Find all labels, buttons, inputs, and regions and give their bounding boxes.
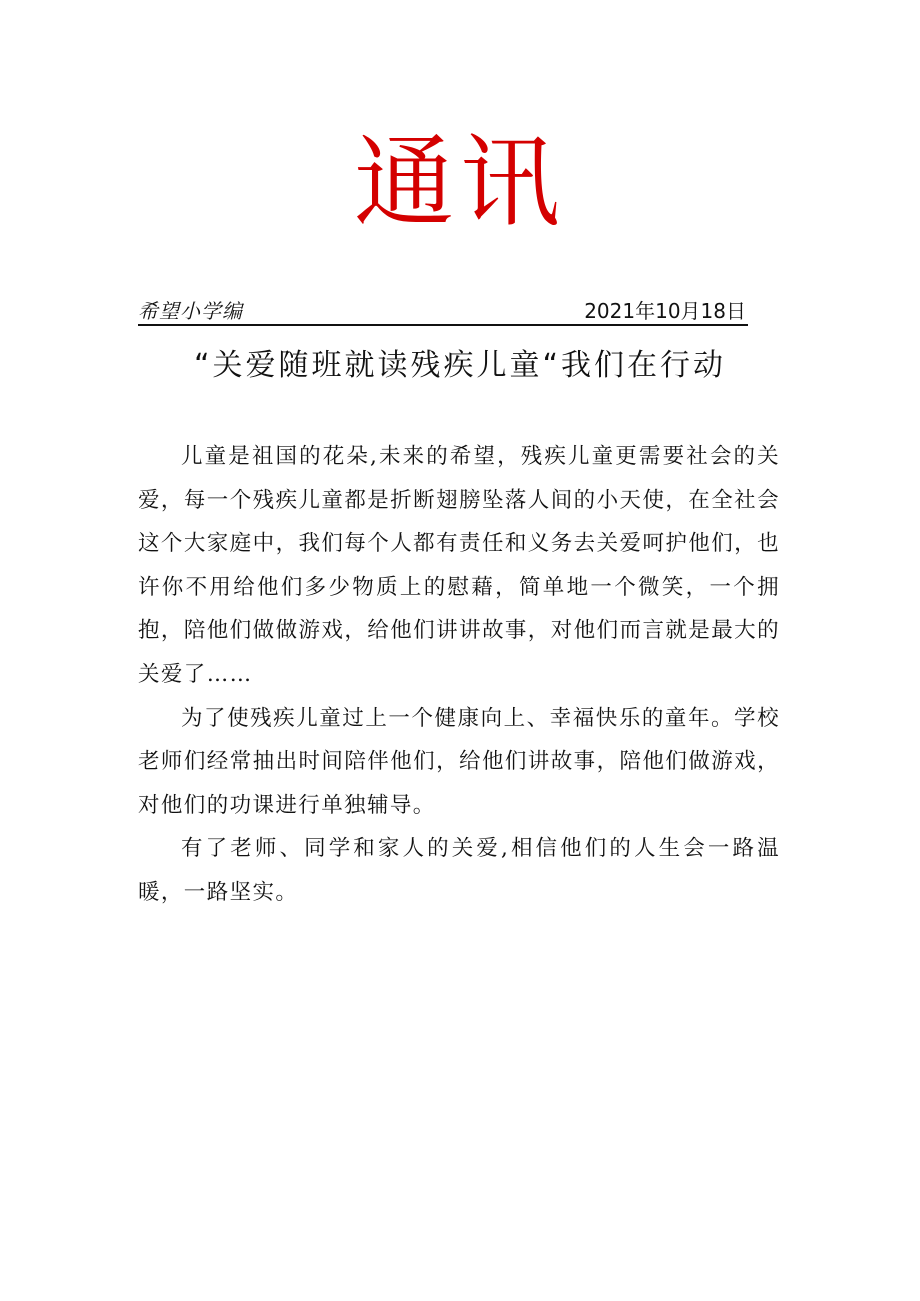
- issue-date: 2021年10月18日: [584, 299, 746, 323]
- paragraph: 有了老师、同学和家人的关爱,相信他们的人生会一路温暖，一路坚实。: [138, 836, 780, 905]
- editor-credit: 希望小学编: [138, 299, 243, 323]
- paragraph: 为了使残疾儿童过上一个健康向上、幸福快乐的童年。学校老师们经常抽出时间陪伴他们，给他们讲故事，陪他们做游戏，对他们的功课进行单独辅导。: [138, 705, 780, 818]
- article-body: [138, 435, 780, 915]
- byline-rule: [138, 298, 748, 326]
- paragraph: 儿童是祖国的花朵,未来的希望，残疾儿童更需要社会的关爱，每一个残疾儿童都是折断翅膀坠落人间的小天使，在全社会这个大家庭中，我们每个人都有责任和义务去关爱呵护他们，也许你不用给他们多少物质上的慰藉，简单地一个微笑，一个拥抱，陪他们做做游戏，给他们讲讲故事，对他们而言就是最大的关爱了……: [138, 444, 780, 687]
- masthead-title: 通讯: [354, 124, 566, 241]
- article-headline: “关爱随班就读残疾儿童“我们在行动: [193, 348, 727, 383]
